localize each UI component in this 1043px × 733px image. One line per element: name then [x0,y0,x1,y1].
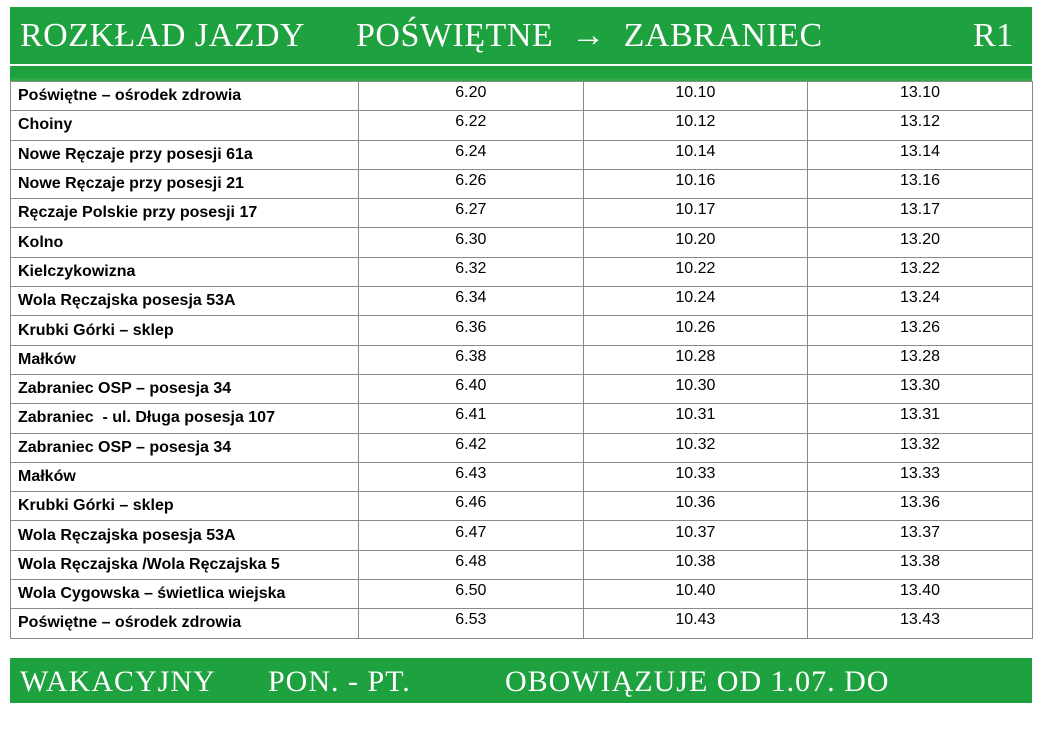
departure-time: 10.37 [675,523,716,541]
departure-time-cell [583,433,808,462]
departure-time-cell [808,82,1033,111]
stop-name: Zabraniec OSP – posesja 34 [11,433,359,462]
departure-time-cell [583,140,808,169]
departure-time-cell [808,404,1033,433]
departure-time-cell [808,580,1033,609]
departure-time: 13.38 [899,552,940,570]
departure-time-cell [808,550,1033,579]
departure-time: 13.28 [899,347,940,365]
departure-time: 10.12 [675,113,716,131]
table-row [11,374,1033,403]
departure-time: 6.47 [455,523,487,541]
departure-time: 6.40 [455,377,487,395]
route-label: POŚWIĘTNE → ZABRANIEC [356,17,823,54]
departure-time-cell [359,257,584,286]
departure-time: 6.22 [455,113,487,131]
departure-time-cell [359,374,584,403]
departure-time: 13.16 [899,172,940,190]
departure-time: 13.12 [899,113,940,131]
table-row [11,199,1033,228]
table-row [11,228,1033,257]
departure-time-cell [583,111,808,140]
stop-name: Choiny [11,111,359,140]
departure-time: 6.43 [455,465,487,482]
departure-time: 13.32 [899,435,940,453]
departure-time-cell [583,169,808,198]
departure-time-cell [808,521,1033,550]
departure-time-cell [583,404,808,433]
departure-time: 13.30 [899,377,940,395]
departure-time: 10.43 [675,611,716,629]
departure-time: 13.40 [899,582,940,600]
departure-time: 13.10 [899,84,940,102]
stop-name: Wola Ręczajska posesja 53A [11,521,359,550]
departure-time: 10.36 [675,494,716,512]
departure-time: 13.26 [899,318,940,336]
departure-time-cell [808,316,1033,345]
stop-name: Zabraniec OSP – posesja 34 [11,374,359,403]
departure-time-cell [583,345,808,374]
departure-time: 13.33 [899,465,940,482]
departure-time-cell [583,374,808,403]
departure-time: 13.14 [899,142,940,160]
departure-time: 10.33 [675,465,716,482]
departure-time-cell [808,228,1033,257]
departure-time-cell [359,199,584,228]
stop-name: Nowe Ręczaje przy posesji 61a [11,140,359,169]
timetable-table-wrap [10,81,1032,656]
departure-time: 10.20 [675,230,716,248]
departure-time: 10.22 [675,259,716,277]
table-row [11,404,1033,433]
departure-time-cell [808,609,1033,638]
departure-time: 13.36 [899,494,940,512]
departure-time-cell [808,169,1033,198]
departure-time: 6.27 [455,201,487,219]
departure-time: 10.30 [675,377,716,395]
departure-time: 6.34 [455,289,487,307]
table-row [11,82,1033,111]
departure-time-cell [359,462,584,491]
departure-time-cell [583,228,808,257]
table-row [11,169,1033,198]
departure-time-cell [583,82,808,111]
table-row [11,609,1033,638]
departure-time: 10.32 [675,435,716,453]
timetable-footer [10,656,1032,732]
timetable-rows [11,82,1033,639]
departure-time: 6.38 [455,347,487,365]
stop-name: Krubki Górki – sklep [11,492,359,521]
table-row [11,287,1033,316]
departure-time: 13.43 [899,611,940,629]
departure-time: 13.20 [899,230,940,248]
table-row [11,462,1033,491]
stop-name: Krubki Górki – sklep [11,316,359,345]
stop-name: Wola Cygowska – świetlica wiejska [11,580,359,609]
departure-time: 6.41 [455,406,487,424]
departure-time-cell [359,492,584,521]
timetable-header [10,7,1032,78]
departure-time-cell [359,82,584,111]
stop-name: Ręczaje Polskie przy posesji 17 [11,199,359,228]
departure-time: 6.32 [455,259,487,277]
departure-time: 6.50 [455,582,487,600]
departure-time-cell [808,111,1033,140]
stop-name: Poświętne – ośrodek zdrowia [11,82,359,111]
table-row [11,550,1033,579]
departure-time-cell [359,228,584,257]
departure-time-cell [808,287,1033,316]
departure-time-cell [583,316,808,345]
stop-name: Małków [11,462,359,491]
table-row [11,257,1033,286]
departure-time-cell [808,433,1033,462]
departure-time-cell [359,140,584,169]
line-number: R1 [973,17,1014,54]
stop-name: Nowe Ręczaje przy posesji 21 [11,169,359,198]
stop-name: Wola Ręczajska /Wola Ręczajska 5 [11,550,359,579]
departure-time: 10.28 [675,347,716,365]
departure-time-cell [808,140,1033,169]
schedule-validity: OBOWIĄZUJE OD 1.07. DO 31.08.2020 [505,665,890,732]
stop-name: Kolno [11,228,359,257]
departure-time: 10.26 [675,318,716,336]
table-row [11,111,1033,140]
departure-time-cell [583,199,808,228]
timetable-frame [10,7,1032,732]
departure-time: 10.10 [675,84,716,102]
departure-time-cell [359,609,584,638]
departure-time-cell [583,521,808,550]
schedule-days: PON. - PT. [268,665,411,698]
schedule-type: WAKACYJNY [20,665,216,698]
departure-time: 13.24 [899,289,940,307]
stop-name: Wola Ręczajska posesja 53A [11,287,359,316]
departure-time: 13.17 [899,201,940,219]
departure-time: 6.36 [455,318,487,336]
departure-time-cell [359,521,584,550]
departure-time: 6.48 [455,552,487,570]
stop-name: Poświętne – ośrodek zdrowia [11,609,359,638]
timetable-title: ROZKŁAD JAZDY [20,17,306,54]
departure-time-cell [359,345,584,374]
departure-time: 10.14 [675,142,716,160]
departure-time: 6.26 [455,172,487,190]
timetable-table [10,81,1033,639]
departure-time-cell [583,462,808,491]
stop-name: Zabraniec - ul. Długa posesja 107 [11,404,359,433]
stop-name: Kielczykowizna [11,257,359,286]
stop-name: Małków [11,345,359,374]
departure-time-cell [583,609,808,638]
table-row [11,521,1033,550]
departure-time-cell [359,404,584,433]
header-bottom-strip [10,66,1032,78]
departure-time: 13.22 [899,259,940,277]
departure-time-cell [583,257,808,286]
departure-time: 10.24 [675,289,716,307]
departure-time-cell [583,550,808,579]
departure-time-cell [359,433,584,462]
departure-time-cell [808,374,1033,403]
departure-time-cell [583,287,808,316]
departure-time: 6.24 [455,142,487,160]
departure-time-cell [359,580,584,609]
table-row [11,580,1033,609]
table-row [11,433,1033,462]
table-row [11,316,1033,345]
departure-time: 10.40 [675,582,716,600]
departure-time: 10.31 [675,406,716,424]
departure-time: 10.38 [675,552,716,570]
departure-time-cell [359,111,584,140]
departure-time-cell [359,550,584,579]
departure-time: 6.30 [455,230,487,248]
table-row [11,140,1033,169]
departure-time: 13.37 [899,523,940,541]
departure-time-cell [808,257,1033,286]
departure-time-cell [808,199,1033,228]
departure-time-cell [808,492,1033,521]
departure-time: 6.53 [455,611,487,629]
departure-time-cell [359,169,584,198]
table-row [11,492,1033,521]
departure-time: 13.31 [899,406,940,424]
departure-time-cell [583,580,808,609]
departure-time: 10.17 [675,201,716,219]
departure-time-cell [359,316,584,345]
departure-time-cell [583,492,808,521]
departure-time-cell [808,462,1033,491]
departure-time: 10.16 [675,172,716,190]
departure-time: 6.20 [455,84,487,102]
table-row [11,345,1033,374]
departure-time-cell [359,287,584,316]
departure-time-cell [808,345,1033,374]
departure-time: 6.42 [455,435,487,453]
departure-time: 6.46 [455,494,487,512]
